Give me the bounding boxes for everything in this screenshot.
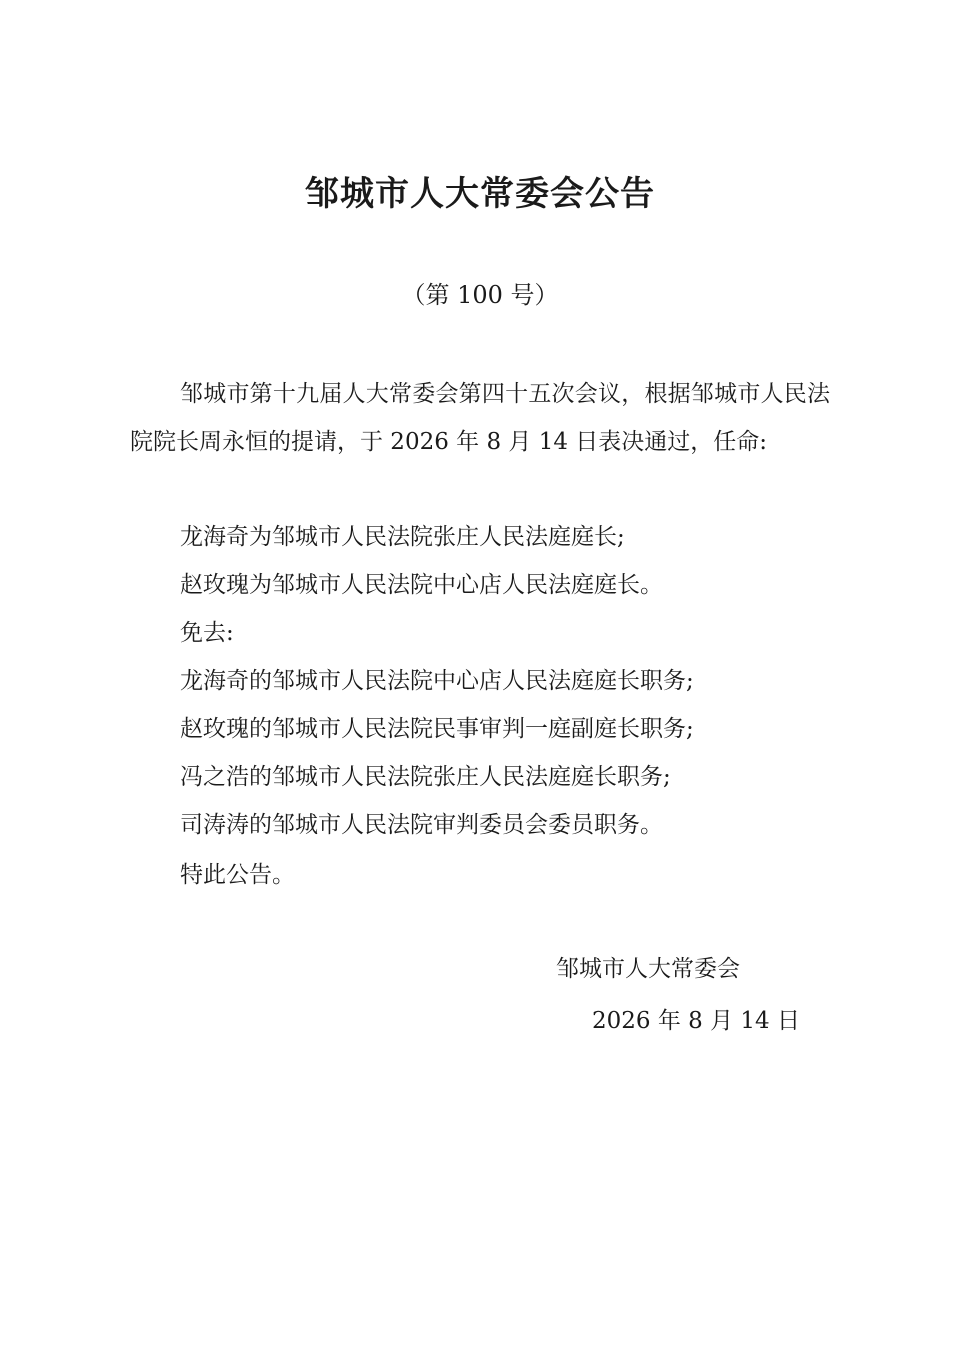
intro-paragraph: 邹城市第十九届人大常委会第四十五次会议，根据邹城市人民法院院长周永恒的提请，于 2026 年 8 月 14 日表决通过，任命:: [130, 381, 830, 455]
closing-text: 特此公告。: [180, 862, 295, 888]
appointment-item: 赵玫瑰为邹城市人民法院中心店人民法庭庭长。: [180, 572, 663, 598]
removal-item: 冯之浩的邹城市人民法院张庄人民法庭庭长职务;: [180, 764, 671, 790]
document-title: 邹城市人大常委会公告: [305, 174, 655, 214]
document-date: 2026 年 8 月 14 日: [592, 1008, 800, 1034]
appointment-item: 龙海奇为邹城市人民法院张庄人民法庭庭长;: [180, 524, 625, 550]
removal-item: 龙海奇的邹城市人民法院中心店人民法庭庭长职务;: [180, 668, 694, 694]
removal-heading: 免去:: [180, 620, 234, 646]
signer: 邹城市人大常委会: [556, 956, 740, 982]
document-number: （第 100 号）: [401, 281, 559, 309]
removal-item: 司涛涛的邹城市人民法院审判委员会委员职务。: [180, 812, 663, 838]
removal-item: 赵玫瑰的邹城市人民法院民事审判一庭副庭长职务;: [180, 716, 694, 742]
